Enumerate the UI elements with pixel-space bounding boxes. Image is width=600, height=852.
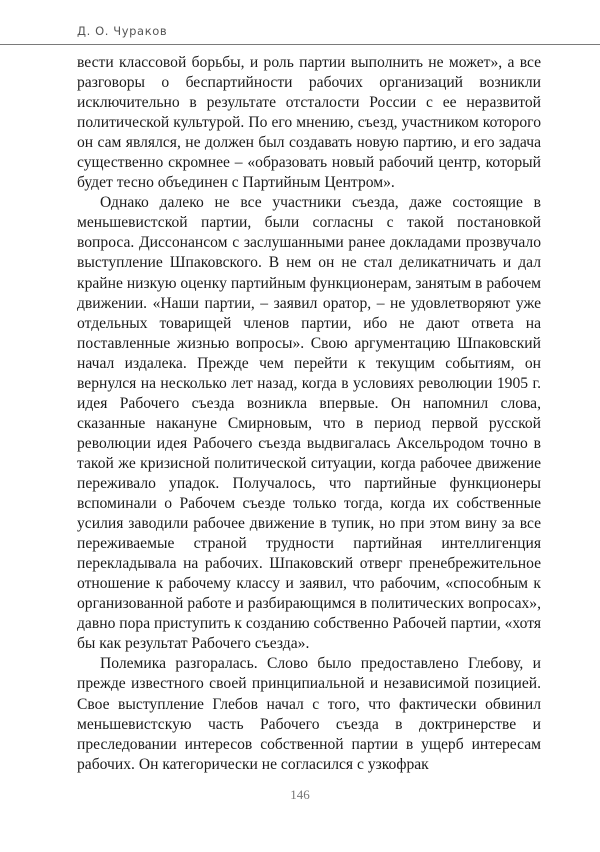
paragraph-glebov: Полемика разгоралась. Слово было предоставлено Глебову, и прежде известного своей принципиальной и независимой позицией. Свое выступление Глебов начал с того, что фактически обвинил меньшевистскую часть Рабочего съезда в доктринерстве и преследовании интересов собственной партии в ущерб интересам рабочих. Он категорически не согласился с узкофрак bbox=[77, 655, 541, 773]
header-rule bbox=[0, 44, 600, 45]
paragraph-shpakovsky: Однако далеко не все участники съезда, даже состоящие в меньшевистской партии, были согласны с такой постановкой вопроса. Диссонансом с заслушанными ранее докладами прозвучало выступление Шпаковского. В нем он не стал деликатничать и дал крайне низкую оценку партийным функционерам, занятым в рабочем движении. «Наши партии, – заявил оратор, – не удовлетворяют уже отдельных товарищей членов партии, ибо не дают ответа на поставленные жизнью вопросы». Свою аргументацию Шпаковский начал издалека. Прежде чем перейти к текущим событиям, он вернулся на несколько лет назад, когда в условиях революции 1905 г. идея Рабочего съезда возникла впервые. Он напомнил слова, сказанные накануне Смирновым, что в период первой русской революции идея Рабочего съезда выдвигалась Аксельродом точно в такой же кризисной политической ситуации, когда рабочее движение переживало упадок. Получалось, что партийные функционеры вспоминали о Рабочем съезде только тогда, когда их собственные усилия заводили рабочее движение в тупик, но при этом вину за все переживаемые страной трудности партийная интеллигенция перекладывала на рабочих. Шпаковский отверг пренебрежительное отношение к рабочему классу и заявил, что рабочим, «способным к организованной работе и разбирающимся в политических вопросах», давно пора приступить к созданию собственно Рабочей партии, «хотя бы как результат Рабочего съезда». bbox=[77, 194, 541, 653]
body-text bbox=[77, 53, 541, 775]
running-head-author: Д. О. Чураков bbox=[77, 24, 168, 38]
page-number: 146 bbox=[290, 787, 310, 802]
paragraph-continuation: вести классовой борьбы, и роль партии выполнить не может», а все разговоры о беспартийности рабочих организаций возникли исключительно в результате отсталости России с ее неразвитой политической культурой. По его мнению, съезд, участником которого он сам являлся, не должен был создавать новую партию, и его задача существенно скромнее – «образовать новый рабочий центр, который будет тесно объединен с Партийным Центром». bbox=[77, 54, 541, 192]
